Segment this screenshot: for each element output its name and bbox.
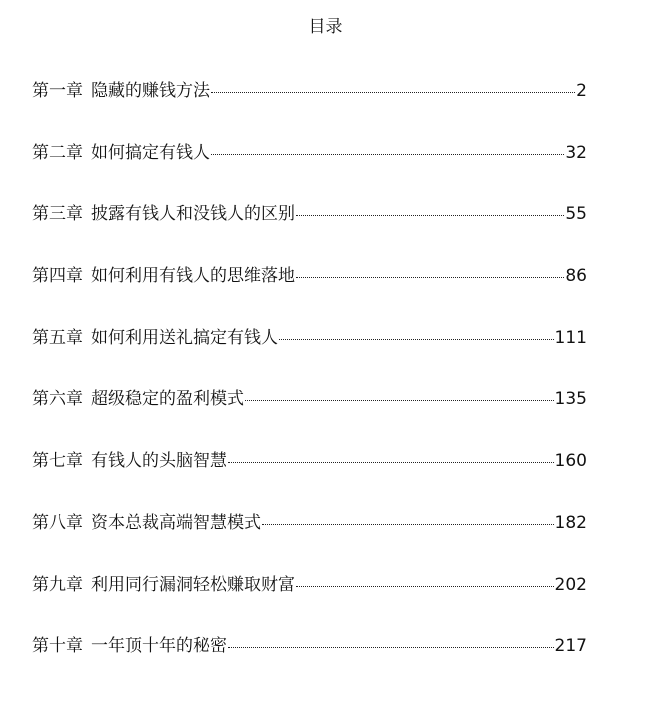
dot-leader: [296, 586, 554, 587]
chapter-heading: 资本总裁高端智慧模式: [91, 512, 261, 533]
page-number: 202: [554, 574, 587, 595]
chapter-heading: 如何搞定有钱人: [91, 142, 210, 163]
page-number: 55: [565, 204, 587, 225]
chapter-heading: 利用同行漏洞轻松赚取财富: [91, 574, 295, 595]
dot-leader: [211, 92, 575, 93]
page-number: 2: [576, 81, 587, 101]
toc-entry: [32, 574, 587, 636]
toc-entry: [32, 388, 587, 450]
chapter-heading: 一年顶十年的秘密: [91, 636, 227, 657]
toc-entry: [32, 635, 587, 697]
chapter-number: 第一章: [32, 81, 83, 101]
chapter-number: 第九章: [32, 574, 83, 595]
page-number: 86: [565, 266, 587, 287]
toc-entry: [32, 80, 587, 142]
page-number: 182: [554, 512, 587, 533]
dot-leader: [296, 277, 564, 278]
toc-entry: [32, 327, 587, 389]
chapter-number: 第八章: [32, 512, 83, 533]
toc-entry: [32, 142, 587, 204]
page-number: 111: [554, 327, 587, 348]
toc-entry: [32, 203, 587, 265]
dot-leader: [296, 215, 564, 216]
table-of-contents: [32, 80, 587, 697]
page-number: 217: [554, 636, 587, 657]
chapter-number: 第七章: [32, 451, 83, 472]
chapter-number: 第三章: [32, 204, 83, 225]
chapter-number: 第二章: [32, 142, 83, 163]
dot-leader: [228, 462, 554, 463]
chapter-number: 第五章: [32, 327, 83, 348]
chapter-heading: 如何利用送礼搞定有钱人: [91, 327, 278, 348]
chapter-heading: 隐藏的赚钱方法: [91, 81, 210, 101]
toc-title: 目录: [308, 17, 343, 37]
page-number: 32: [565, 142, 587, 163]
dot-leader: [279, 339, 554, 340]
page-number: 160: [554, 451, 587, 472]
dot-leader: [211, 154, 564, 155]
chapter-heading: 超级稳定的盈利模式: [91, 389, 244, 410]
chapter-number: 第六章: [32, 389, 83, 410]
toc-entry: [32, 512, 587, 574]
toc-entry: [32, 265, 587, 327]
toc-entry: [32, 450, 587, 512]
chapter-heading: 披露有钱人和没钱人的区别: [91, 204, 295, 225]
dot-leader: [245, 400, 554, 401]
chapter-number: 第四章: [32, 266, 83, 287]
chapter-heading: 有钱人的头脑智慧: [91, 451, 227, 472]
dot-leader: [262, 524, 554, 525]
dot-leader: [228, 647, 554, 648]
chapter-number: 第十章: [32, 636, 83, 657]
page-number: 135: [554, 389, 587, 410]
chapter-heading: 如何利用有钱人的思维落地: [91, 266, 295, 287]
